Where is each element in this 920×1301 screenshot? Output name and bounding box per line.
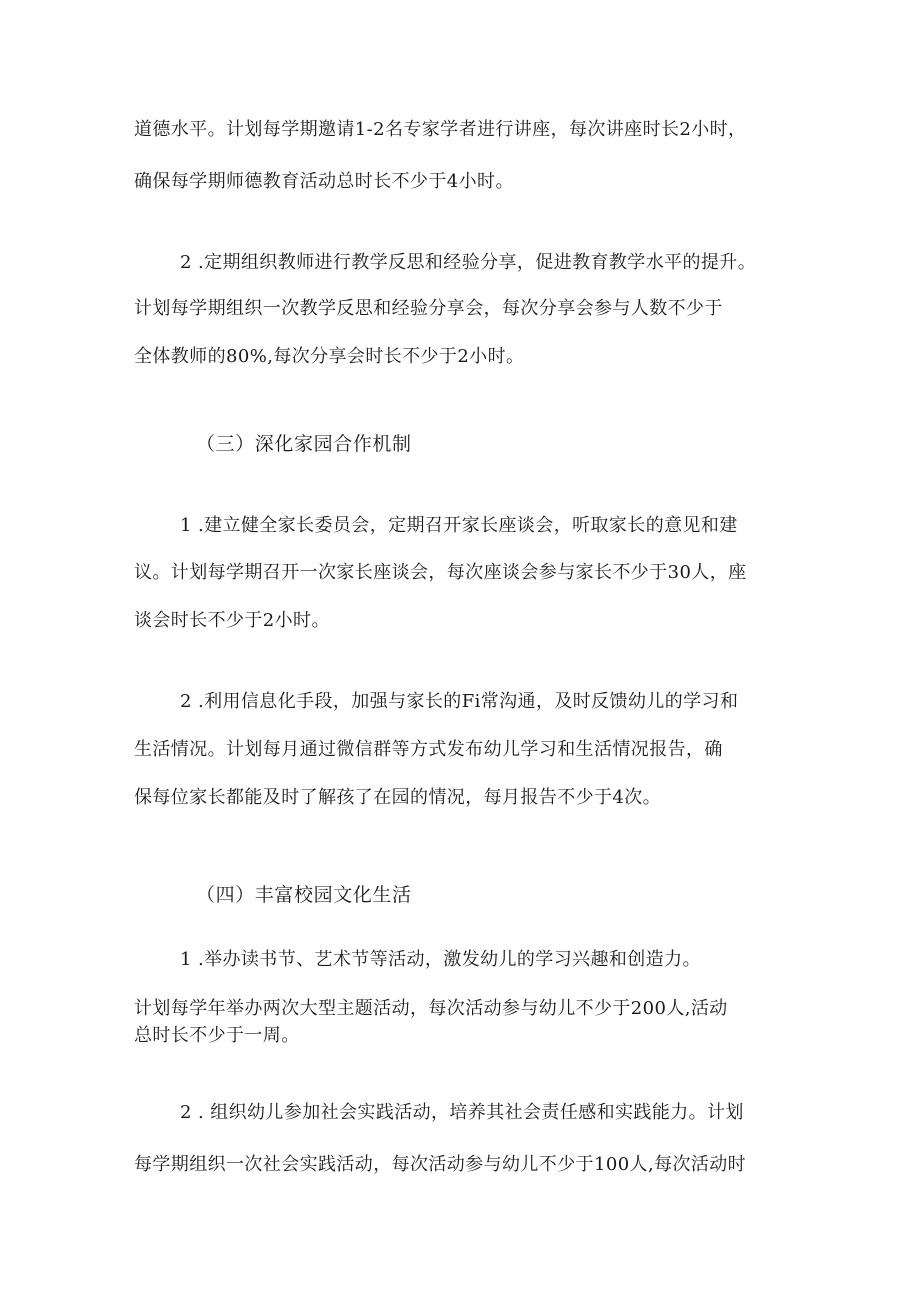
paragraph-line: 2 . 组织幼儿参加社会实践活动，培养其社会责任感和实践能力。计划	[180, 1102, 744, 1123]
section-heading: （三）深化家园合作机制	[196, 433, 412, 455]
paragraph-line: 确保每学期师德教育活动总时长不少于4小时。	[134, 171, 514, 192]
paragraph-line: 总时长不少于一周。	[134, 1025, 300, 1046]
section-heading: （四）丰富校园文化生活	[196, 884, 412, 906]
paragraph-line: 1 .建立健全家长委员会，定期召开家长座谈会，听取家长的意见和建	[180, 515, 738, 536]
paragraph-line: 保每位家长都能及时了解孩了在园的情况，每月报告不少于4次。	[134, 787, 662, 808]
paragraph-line: 计划每学期组织一次教学反思和经验分享会，每次分享会参与人数不少于	[134, 298, 723, 319]
paragraph-line: 1 .举办读书节、艺术节等活动，激发幼儿的学习兴趣和创造力。	[180, 949, 701, 970]
paragraph-line: 生活情况。计划每月通过微信群等方式发布幼儿学习和生活情况报告，确	[134, 739, 723, 760]
paragraph-line: 2 .利用信息化手段，加强与家长的Fi常沟通，及时反馈幼儿的学习和	[180, 691, 739, 712]
paragraph-line: 全体教师的80%,每次分享会时长不少于2小时。	[134, 346, 525, 367]
paragraph-line: 2 .定期组织教师进行教学反思和经验分享，促进教育教学水平的提升。	[180, 252, 757, 273]
paragraph-line: 每学期组织一次社会实践活动，每次活动参与幼儿不少于100人,每次活动时	[134, 1154, 747, 1175]
paragraph-line: 道德水平。计划每学期邀请1-2名专家学者进行讲座，每次讲座时长2小时，	[134, 119, 747, 140]
paragraph-line: 谈会时长不少于2小时。	[134, 610, 330, 631]
paragraph-line: 议。计划每学期召开一次家长座谈会，每次座谈会参与家长不少于30人，座	[134, 562, 747, 583]
paragraph-line: 计划每学年举办两次大型主题活动，每次活动参与幼儿不少于200人,活动	[134, 998, 728, 1019]
